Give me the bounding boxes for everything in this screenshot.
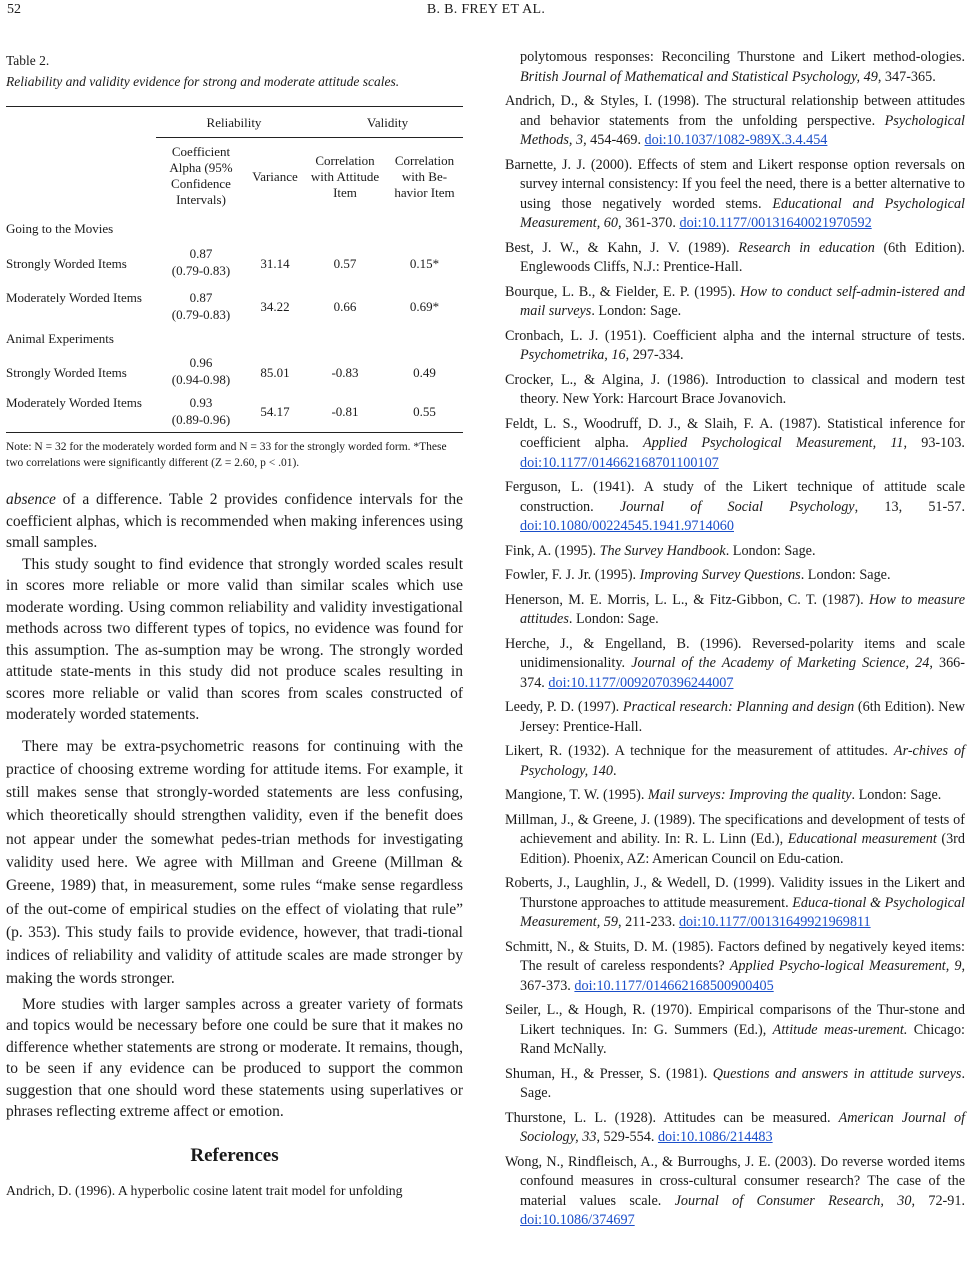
reference-source: Improving Survey Questions (639, 567, 801, 583)
reference-text: Best, J. W., & Kahn, J. V. (1989). (505, 239, 739, 256)
reference-source: Journal of Social Psychology (619, 498, 855, 515)
table-caption: Reliability and validity evidence for strong and moderate attitude scales. (6, 74, 400, 89)
reference-entry (505, 811, 965, 870)
page-header (0, 0, 972, 22)
row-label: Strongly Worded Items (6, 256, 127, 271)
reference-details: . London: Sage. (800, 567, 891, 583)
alpha-value: 0.87 (189, 290, 213, 305)
reference-source: Applied Psychological Measurement, 11 (643, 435, 904, 451)
section-title-animals: Animal Experiments (6, 331, 114, 346)
reference-text: Leedy, P. D. (1997). (505, 699, 623, 715)
page-number: 52 (7, 2, 21, 17)
results-table (6, 106, 463, 436)
reference-entry (505, 415, 965, 474)
reference-entry (505, 566, 965, 586)
variance-value: 54.17 (260, 404, 290, 419)
corr-behavior-value: 0.49 (413, 365, 436, 380)
reference-details: , 347-365. (877, 68, 936, 85)
reference-source: How to conduct self-admin-istered and mail surveys (520, 283, 965, 319)
row-label: Moderately Worded Items (6, 395, 142, 410)
reference-details: . (613, 762, 617, 779)
reference-text: Shuman, H., & Presser, S. (1981). (505, 1065, 713, 1082)
doi-link[interactable]: doi:10.1037/1082-989X.3.4.454 (644, 132, 828, 148)
reference-text: Roberts, J., Laughlin, J., & Wedell, D. (1999). Validity issues in the Likert and Thurstone approaches to attitude measurement. (505, 875, 965, 911)
reference-entry (505, 1001, 965, 1060)
body-paragraph-4: More studies with larger samples across a greater variety of formats and topics would be necessary before one could be sure that it makes no difference whether statements are strong or moderate. It remains, though, to be seen if any evidence can be produced to support the common suggestion that one should word these statements using superlatives or phrases reflecting extreme affect or emotion. (6, 995, 463, 1121)
reference-entry (505, 156, 965, 234)
running-head: B. B. FREY ET AL. (426, 2, 546, 17)
reference-source: Mail surveys: Improving the quality (647, 787, 852, 803)
reference-text: polytomous responses: Reconciling Thurstone and Likert method-ologies. (520, 49, 965, 65)
reference-text: Bourque, L. B., & Fielder, E. P. (1995). (505, 283, 741, 300)
reference-entry (505, 786, 965, 806)
body-paragraph-1 (6, 489, 463, 554)
reference-text: Fowler, F. J. Jr. (1995). (505, 567, 640, 583)
reference-details: , 211-233. (617, 914, 679, 930)
reference-text: Seiler, L., & Hough, R. (1970). Empirical comparisons of the Thur-stone and Likert techniques. In: G. Summers (Ed.), (505, 1002, 965, 1038)
doi-link[interactable]: doi:10.1177/014662168500900405 (574, 977, 774, 994)
reference-entry (505, 1109, 965, 1148)
reference-details: . London: Sage. (725, 542, 816, 559)
reference-source: Educa-tional & Psychological Measurement, 59 (520, 894, 965, 930)
reference-entry (505, 542, 965, 562)
row-label: Moderately Worded Items (6, 290, 142, 305)
alpha-ci: (0.79-0.83) (171, 307, 231, 322)
reference-source: Psychometrika, 16 (520, 347, 626, 363)
corr-attitude-value: -0.81 (331, 404, 359, 419)
paragraph-1-text: of a difference. Table 2 provides confidence intervals for the coefficient alphas, which is recommended when making inferences using small samples. (6, 491, 463, 551)
reference-source: The Survey Handbook (599, 542, 726, 559)
doi-link[interactable]: doi:10.1086/374697 (520, 1212, 635, 1228)
alpha-ci: (0.94-0.98) (171, 372, 231, 387)
reference-entry (505, 1153, 965, 1231)
reference-details: , 72-91. (911, 1192, 965, 1209)
doi-link[interactable]: doi:10.1177/00131640021970592 (679, 215, 872, 231)
references-heading: References (190, 1144, 279, 1166)
reference-text: Barnette, J. J. (2000). Effects of stem and Likert response option reversals on survey internal consistency: If you feel the need, there is a better alternative to using those negatively worded stems. (505, 156, 965, 212)
reference-source: Attitude meas-urement. (772, 1021, 908, 1038)
alpha-ci: (0.79-0.83) (171, 263, 231, 278)
reference-text: Andrich, D., & Styles, I. (1998). The structural relationship between attitudes and behavior statements from the unfolding perspective. (505, 93, 965, 129)
reference-entry (505, 635, 965, 694)
references-column (505, 48, 965, 1236)
alpha-ci: (0.89-0.96) (171, 412, 231, 427)
reference-source: American Journal of Sociology, 33 (520, 1109, 966, 1145)
reference-text: Cronbach, L. J. (1951). Coefficient alpha and the internal structure of tests. (505, 327, 965, 344)
reference-entry (505, 874, 965, 933)
corr-behavior-value: 0.69* (409, 299, 440, 314)
reference-source: British Journal of Mathematical and Statistical Psychology, 49 (520, 68, 878, 85)
reference-source: Educational and Psychological Measurement, 60 (520, 195, 965, 231)
reference-entry (505, 698, 965, 737)
reference-entry (505, 591, 965, 630)
section-title-movies: Going to the Movies (6, 221, 114, 236)
reference-entry (505, 283, 965, 322)
reference-entry (505, 371, 965, 410)
reference-source: How to measure attitudes (520, 591, 965, 627)
reference-details: (6th Edition). New Jersey: Prentice-Hall. (520, 699, 966, 735)
reference-details: . London: Sage. (568, 611, 659, 627)
col-header-corr-attitude: Correlation with Attitude Item (310, 153, 380, 200)
row-label: Strongly Worded Items (6, 365, 127, 380)
reference-details: , 297-334. (625, 347, 684, 363)
reference-source: Psychological Methods, 3 (520, 112, 965, 148)
reference-source: Journal of Consumer Research, 30 (674, 1192, 912, 1209)
reference-entry (505, 239, 965, 278)
variance-value: 85.01 (260, 365, 290, 380)
reference-source: Journal of the Academy of Marketing Science, 24 (631, 655, 930, 671)
body-paragraph-2: This study sought to find evidence that strongly worded scales result in scores more reliable or more valid than similar scales which use moderate wording. Using common reliability and validity investigational methods across two different types of topics, no evidence was found for this assumption. The as-sumption may be wrong. The strongly worded attitude state-ments in this study did not produce scales resulting in scores more reliable or valid than scores from scales constructed of moderately worded statements. (6, 555, 463, 723)
reference-text: Feldt, L. S., Woodruff, D. J., & Slaih, F. A. (1987). Statistical inference for coefficient alpha. (505, 415, 965, 451)
reference-text: Fink, A. (1995). (505, 542, 600, 559)
header-validity: Validity (366, 115, 409, 130)
alpha-value: 0.87 (189, 246, 213, 261)
corr-attitude-value: -0.83 (331, 365, 359, 380)
col-header-variance: Variance (252, 169, 298, 184)
doi-link[interactable]: doi:10.1177/014662168701100107 (520, 454, 719, 471)
reference-source: Questions and answers in attitude surveys (712, 1065, 962, 1082)
reference-details: , 454-469. (583, 132, 645, 148)
table-top-rule (6, 106, 463, 107)
corr-behavior-value: 0.15* (409, 256, 440, 271)
reference-source: Practical research: Planning and design (622, 699, 855, 715)
corr-attitude-value: 0.66 (333, 299, 357, 314)
corr-attitude-value: 0.57 (333, 256, 357, 271)
doi-link[interactable]: doi:10.1086/214483 (657, 1129, 773, 1145)
body-paragraph-3: There may be extra-psychometric reasons for continuing with the practice of choosing extreme wording for attitude items. For example, it still makes sense that strongly-worded statements are less confusing, which theoretically should strengthen validity, even if the benefit does not appear under the somewhat pedes-trian methods for investigating validity used here. We agree with Millman and Greene (Millman & Greene, 1989) that, in measurement, some rules “make sense regardless of the out-come of empirical studies on the effect of violating that rule” (p. 353). This study fails to provide evidence, however, that tradi-tional indices of reliability and validity of attitude scales are made stronger by making the words stronger. (6, 737, 463, 988)
reference-entry (505, 742, 965, 781)
reference-source: Ar-chives of Psychology, 140 (520, 743, 965, 779)
header-reliability: Reliability (206, 115, 262, 130)
reference-text: Schmitt, N., & Stuits, D. M. (1985). Factors defined by negatively keyed items: The result of careless respondents? (505, 938, 965, 974)
reference-text: Likert, R. (1932). A technique for the measurement of attitudes. (505, 743, 894, 759)
variance-value: 34.22 (260, 299, 290, 314)
reference-entry (505, 1065, 965, 1104)
corr-behavior-value: 0.55 (413, 404, 436, 419)
reference-source: Applied Psycho-logical Measurement, 9 (729, 958, 962, 974)
reference-source: Educational measurement (787, 831, 937, 847)
table-bottom-rule (6, 432, 463, 433)
reference-text: Henerson, M. E. Morris, L. L., & Fitz-Gibbon, C. T. (1987). (505, 591, 869, 608)
reference-details: , 366-374. (520, 655, 965, 691)
reference-details: . London: Sage. (851, 787, 942, 803)
col-header-alpha: Coefficient Alpha (95% Confidence Intervals) (169, 144, 233, 207)
reference-text: Herche, J., & Engelland, B. (1996). Reversed-polarity items and scale unidimensionality. (505, 635, 965, 671)
reference-text: Wong, N., Rindfleisch, A., & Burroughs, J. E. (2003). Do reverse worded items confound measures in cross-cultural consumer research? The case of the material values scale. (505, 1153, 965, 1209)
reference-details: (3rd Edition). Phoenix, AZ: American Council on Edu-cation. (520, 831, 965, 867)
reference-details: , 93-103. (903, 435, 965, 451)
reference-entry (505, 478, 965, 537)
reference-text: Millman, J., & Greene, J. (1989). The specifications and development of tests of achievement and ability. In: R. L. Linn (Ed.), (505, 811, 965, 847)
reference-details: (6th Edition). Englewoods Cliffs, N.J.: Prentice-Hall. (520, 239, 965, 275)
reference-details: , 529-554. (596, 1129, 658, 1145)
doi-link[interactable]: doi:10.1177/0092070396244007 (548, 674, 734, 691)
variance-value: 31.14 (260, 256, 290, 271)
reference-details: Chicago: Rand McNally. (520, 1021, 965, 1057)
col-header-corr-behavior: Correlation with Be- havior Item (394, 153, 455, 200)
reference-entry (505, 92, 965, 151)
doi-link[interactable]: doi:10.1177/00131649921969811 (678, 914, 871, 930)
reference-text: Mangione, T. W. (1995). (505, 787, 648, 803)
reference-details: , 367-373. (520, 958, 965, 994)
alpha-value: 0.96 (189, 355, 213, 370)
reference-text: Ferguson, L. (1941). A study of the Likert technique of attitude scale construction. (505, 479, 965, 515)
reference-details: . London: Sage. (591, 303, 682, 319)
reference-details: . Sage. (520, 1065, 965, 1101)
alpha-value: 0.93 (189, 395, 213, 410)
reference-entry (505, 48, 965, 87)
reference-list (505, 48, 965, 1231)
reference-entry (505, 327, 965, 366)
group-header-rule (156, 137, 463, 138)
reference-text: Thurstone, L. L. (1928). Attitudes can be measured. (505, 1109, 839, 1126)
emphasis-absence: absence (6, 491, 56, 508)
reference-details: , 13, 51-57. (854, 498, 965, 515)
reference-source: Research in education (738, 239, 875, 256)
reference-details: , 361-370. (617, 215, 680, 231)
table-number: Table 2. (6, 53, 50, 68)
doi-link[interactable]: doi:10.1080/00224545.1941.9714060 (520, 518, 734, 534)
reference-entry: Andrich, D. (1996). A hyperbolic cosine latent trait model for unfolding (6, 1182, 403, 1198)
table-note: Note: N = 32 for the moderately worded form and N = 33 for the strongly worded form. *These two correlations were significantly different (Z = 2.60, p < .01). (6, 441, 447, 469)
reference-entry (505, 938, 965, 997)
reference-text: Crocker, L., & Algina, J. (1986). Introduction to classical and modern test theory. New York: Harcourt Brace Jovanovich. (505, 371, 965, 407)
left-column (6, 52, 463, 1205)
